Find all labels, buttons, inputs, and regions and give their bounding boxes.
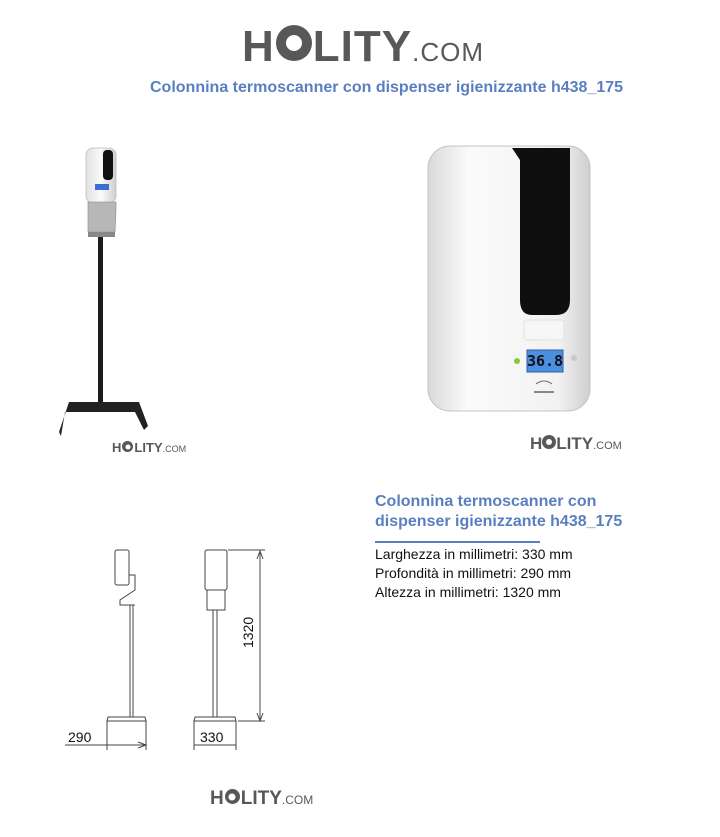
dim-height-label: 1320 <box>240 616 256 648</box>
holity-logo-small[interactable] <box>112 440 186 455</box>
spec-width: Larghezza in millimetri: 330 mm <box>375 546 573 562</box>
product-title: Colonnina termoscanner con dispenser igienizzante h438_175 <box>150 79 624 96</box>
logo-letters: LITY <box>134 440 163 455</box>
stand-product-image <box>55 140 165 440</box>
logo-suffix: .COM <box>593 440 622 452</box>
holity-logo[interactable] <box>242 22 484 72</box>
logo-suffix: .COM <box>412 37 484 67</box>
logo-letters: LITY <box>312 22 413 71</box>
spec-depth: Profondità in millimetri: 290 mm <box>375 565 572 581</box>
specs-title: Colonnina termoscanner con dispenser igienizzante h438_175 <box>375 493 623 530</box>
logo-letters: LITY <box>240 788 282 809</box>
logo-suffix: .COM <box>281 793 314 807</box>
logo-letter-h: H <box>112 440 122 455</box>
dim-width-label: 330 <box>200 729 224 745</box>
dispenser-product-image <box>420 140 600 425</box>
holity-logo-bottom[interactable] <box>210 788 313 810</box>
technical-drawing <box>60 545 280 755</box>
logo-letter-h: H <box>242 22 275 71</box>
logo-letters: LITY <box>556 434 594 453</box>
holity-logo-medium[interactable] <box>530 434 622 454</box>
logo-o-icon <box>542 435 556 449</box>
dim-depth-label: 290 <box>68 729 92 745</box>
spec-height: Altezza in millimetri: 1320 mm <box>375 584 561 600</box>
logo-o-icon <box>276 25 312 61</box>
logo-o-icon <box>122 441 133 452</box>
logo-letter-h: H <box>530 434 543 453</box>
specs-divider <box>375 541 540 543</box>
logo-letter-h: H <box>210 788 224 809</box>
logo-suffix: .COM <box>162 444 187 454</box>
logo-o-icon <box>225 789 240 804</box>
temperature-display: 36.8 <box>526 352 564 370</box>
